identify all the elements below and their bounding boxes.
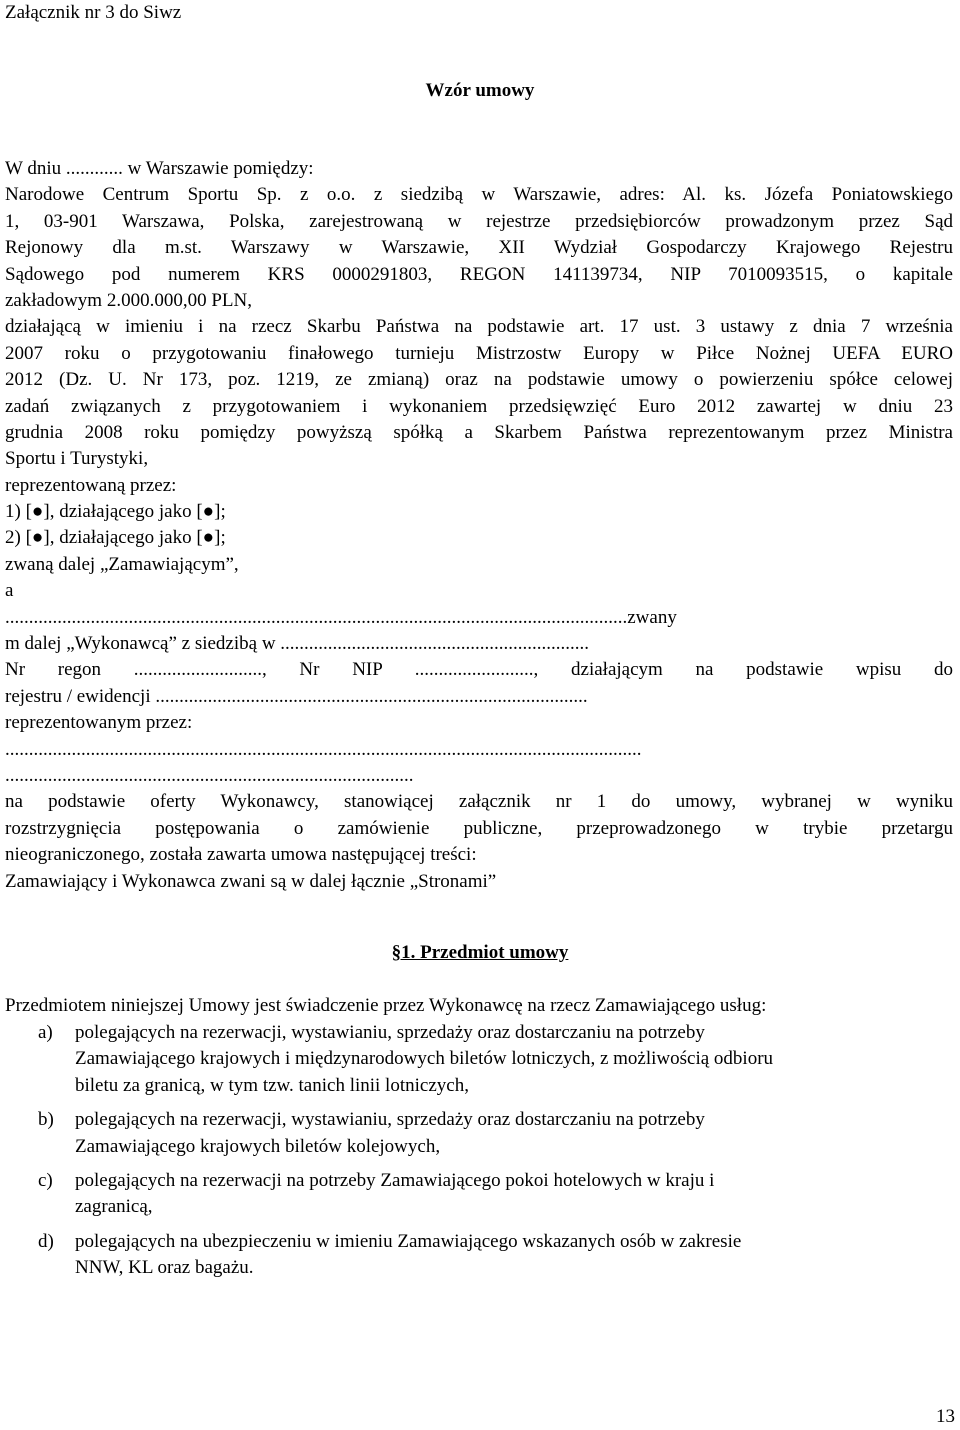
- body-line: Rejonowy dla m.st. Warszawy w Warszawie, XII Wydział Gospodarczy Krajowego Rejestru: [5, 237, 953, 259]
- body-line: 1) [●], działającego jako [●];: [5, 501, 226, 523]
- body-line: Narodowe Centrum Sportu Sp. z o.o. z siedzibą w Warszawie, adres: Al. ks. Józefa Poniatowskiego: [5, 184, 953, 206]
- body-line: rejestru / ewidencji ...........................................................................................: [5, 685, 588, 707]
- body-line: ......................................................................................................................................: [5, 738, 642, 760]
- page-number: 13: [936, 1406, 955, 1427]
- list-item-line: polegających na rezerwacji, wystawianiu, sprzedaży oraz dostarczaniu na potrzeby: [75, 1109, 705, 1131]
- body-line: działającą w imieniu i na rzecz Skarbu Państwa na podstawie art. 17 ust. 3 ustawy z dnia 7 września: [5, 316, 953, 338]
- list-item-label: d): [38, 1230, 54, 1252]
- body-line: a: [5, 580, 14, 602]
- section-title: §1. Przedmiot umowy: [391, 942, 569, 963]
- list-item-label: b): [38, 1109, 54, 1131]
- list-item-line: polegających na ubezpieczeniu w imieniu Zamawiającego wskazanych osób w zakresie: [75, 1230, 742, 1252]
- body-line: grudnia 2008 roku pomiędzy powyższą spółką a Skarbem Państwa reprezentowanym przez Ministra: [5, 421, 953, 443]
- body-line: Sądowego pod numerem KRS 0000291803, REGON 141139734, NIP 7010093515, o kapitale: [5, 263, 953, 285]
- body-line: zwaną dalej „Zamawiającym”,: [5, 553, 239, 575]
- body-line: 1, 03-901 Warszawa, Polska, zarejestrowaną w rejestrze przedsiębiorców prowadzonym przez Sąd: [5, 210, 953, 232]
- body-line: Sportu i Turystyki,: [5, 448, 149, 470]
- body-line: 2007 roku o przygotowaniu finałowego turnieju Mistrzostw Europy w Piłce Nożnej UEFA EURO: [5, 342, 953, 364]
- list-item-label: c): [38, 1170, 53, 1192]
- body-line: rozstrzygnięcia postępowania o zamówienie publiczne, przeprowadzonego w trybie przetargu: [5, 817, 953, 839]
- attachment-header: Załącznik nr 3 do Siwz: [5, 2, 182, 23]
- services-list: [38, 1020, 948, 1290]
- section-intro: Przedmiotem niniejszej Umowy jest świadczenie przez Wykonawcę na rzecz Zamawiającego usług:: [5, 995, 767, 1016]
- body-line: zadań związanych z przygotowaniem i wykonaniem przedsięwzięć Euro 2012 zawartej w dniu 23: [5, 395, 953, 417]
- body-line: 2) [●], działającego jako [●];: [5, 527, 226, 549]
- list-item-line: polegających na rezerwacji na potrzeby Zamawiającego pokoi hotelowych w kraju i: [75, 1170, 715, 1192]
- list-item-line: Zamawiającego krajowych biletów kolejowych,: [75, 1135, 441, 1157]
- list-item-line: zagranicą,: [75, 1196, 153, 1218]
- list-item-label: a): [38, 1022, 53, 1043]
- body-line: Zamawiający i Wykonawca zwani są w dalej łącznie „Stronami”: [5, 870, 497, 892]
- body-line: W dniu ............ w Warszawie pomiędzy:: [5, 158, 314, 179]
- body-line: ...................................................................................................................................zwany: [5, 606, 677, 628]
- body-line: na podstawie oferty Wykonawcy, stanowiącej załącznik nr 1 do umowy, wybranej w wyniku: [5, 791, 953, 813]
- list-item: [38, 1107, 948, 1160]
- body-line: reprezentowaną przez:: [5, 474, 177, 496]
- body-line: Nr regon ..........................., Nr NIP ........................., działającym na podstawie wpisu do: [5, 659, 953, 681]
- body-line: nieograniczonego, została zawarta umowa następującej treści:: [5, 844, 477, 866]
- list-item: [38, 1020, 948, 1099]
- list-item-line: NNW, KL oraz bagażu.: [75, 1257, 254, 1279]
- list-item-line: polegających na rezerwacji, wystawianiu, sprzedaży oraz dostarczaniu na potrzeby: [75, 1022, 705, 1043]
- list-item-line: Zamawiającego krajowych i międzynarodowych biletów lotniczych, z możliwością odbioru: [75, 1048, 774, 1070]
- body-line: 2012 (Dz. U. Nr 173, poz. 1219, ze zmianą) oraz na podstawie umowy o powierzeniu spółce celowej: [5, 369, 953, 391]
- body-line: m dalej „Wykonawcą” z siedzibą w .................................................................: [5, 633, 590, 655]
- body-line: reprezentowanym przez:: [5, 712, 193, 734]
- list-item: [38, 1168, 948, 1221]
- contract-parties-block: [5, 156, 953, 895]
- list-item: [38, 1229, 948, 1282]
- body-line: ......................................................................................: [5, 764, 414, 786]
- list-item-line: biletu za granicą, w tym tzw. tanich linii lotniczych,: [75, 1074, 469, 1096]
- document-title: Wzór umowy: [425, 80, 535, 101]
- body-line: zakładowym 2.000.000,00 PLN,: [5, 289, 252, 311]
